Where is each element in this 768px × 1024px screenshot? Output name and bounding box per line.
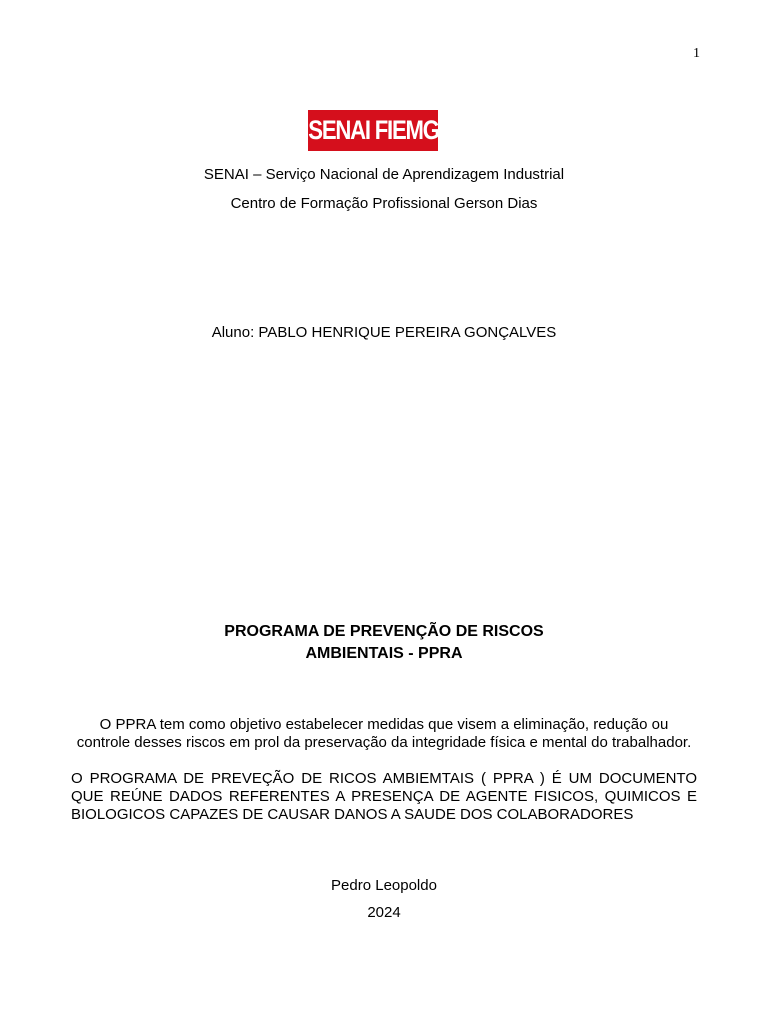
- definition-paragraph: O PROGRAMA DE PREVEÇÃO DE RICOS AMBIEMTAIS ( PPRA ) É UM DOCUMENTO QUE REÚNE DADOS REFERENTES A PRESENÇA DE AGENTE FISICOS, QUIMICOS E BIOLOGICOS CAPAZES DE CAUSAR DANOS A SAUDE DOS COLABORADORES: [71, 770, 697, 823]
- document-title-line1: PROGRAMA DE PREVENÇÃO DE RISCOS: [224, 623, 544, 640]
- senai-fiemg-logo: [308, 110, 438, 151]
- logo-text: SENAI FIEMG: [308, 115, 438, 145]
- institution-name: SENAI – Serviço Nacional de Aprendizagem Industrial: [203, 166, 565, 183]
- city: Pedro Leopoldo: [331, 877, 437, 894]
- training-center-name: Centro de Formação Profissional Gerson Dias: [230, 195, 538, 212]
- objective-paragraph: O PPRA tem como objetivo estabelecer medidas que visem a eliminação, redução ou controle desses riscos em prol da preservação da integridade física e mental do trabalhador.: [76, 716, 692, 751]
- page-number: 1: [693, 46, 700, 61]
- document-title-line2: AMBIENTAIS - PPRA: [305, 645, 463, 662]
- year: 2024: [367, 904, 401, 921]
- student-name: Aluno: PABLO HENRIQUE PEREIRA GONÇALVES: [211, 324, 557, 341]
